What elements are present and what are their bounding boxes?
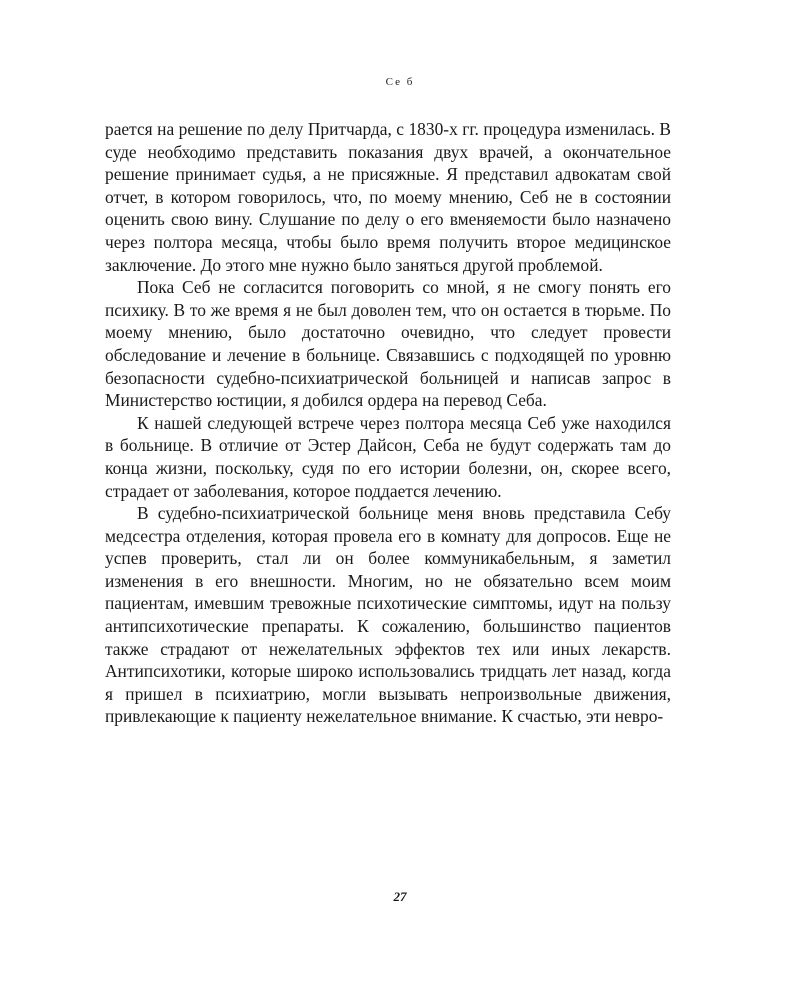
paragraph: Пока Себ не согласится поговорить со мной, я не смогу понять его психику. В то же время я не был доволен тем, что он остается в тюрьме. По моему мнению, было достаточно очевидно, что следует провести обследование и лечение в больнице. Связавшись с подходящей по уровню безопасности судебно-психиатрической больницей и написав запрос в Министерство юстиции, я добился ордера на перевод Себа. [105, 277, 671, 411]
paragraph: К нашей следующей встрече через полтора месяца Себ уже находился в больнице. В отличие от Эстер Дайсон, Себа не будут содержать там до конца жизни, поскольку, судя по его истории болезни, он, скорее всего, страдает от заболевания, которое поддается лечению. [105, 412, 671, 501]
body-text [105, 118, 671, 728]
page-number: 27 [393, 889, 407, 904]
paragraph: В судебно-психиатрической больнице меня вновь представила Себу медсестра отделения, которая провела его в комнату для допросов. Еще не успев проверить, стал ли он более коммуникабельным, я заметил изменения в его внешности. Многим, но не обязательно всем моим пациентам, имевшим тревожные психотические симптомы, идут на пользу антипсихотические препараты. К сожалению, большинство пациентов также страдают от нежелательных эффектов тех или иных лекарств. Антипсихотики, которые широко использовались тридцать лет назад, когда я пришел в психиатрию, могли вызывать непроизвольные движения, привлекающие к пациенту нежелательное внимание. К счастью, эти невро- [105, 503, 671, 727]
paragraph-continued: рается на решение по делу Притчарда, с 1830-х гг. процедура изменилась. В суде необходимо представить показания двух врачей, а окончательное решение принимает судья, а не присяжные. Я представил адвокатам свой отчет, в котором говорилось, что, по моему мнению, Себ не в состоянии оценить свою вину. Слушание по делу о его вменяемости было назначено через полтора месяца, чтобы было время получить второе медицинское заключение. До этого мне нужно было заняться другой проблемой. [105, 119, 671, 275]
running-head: Се б [385, 76, 415, 88]
